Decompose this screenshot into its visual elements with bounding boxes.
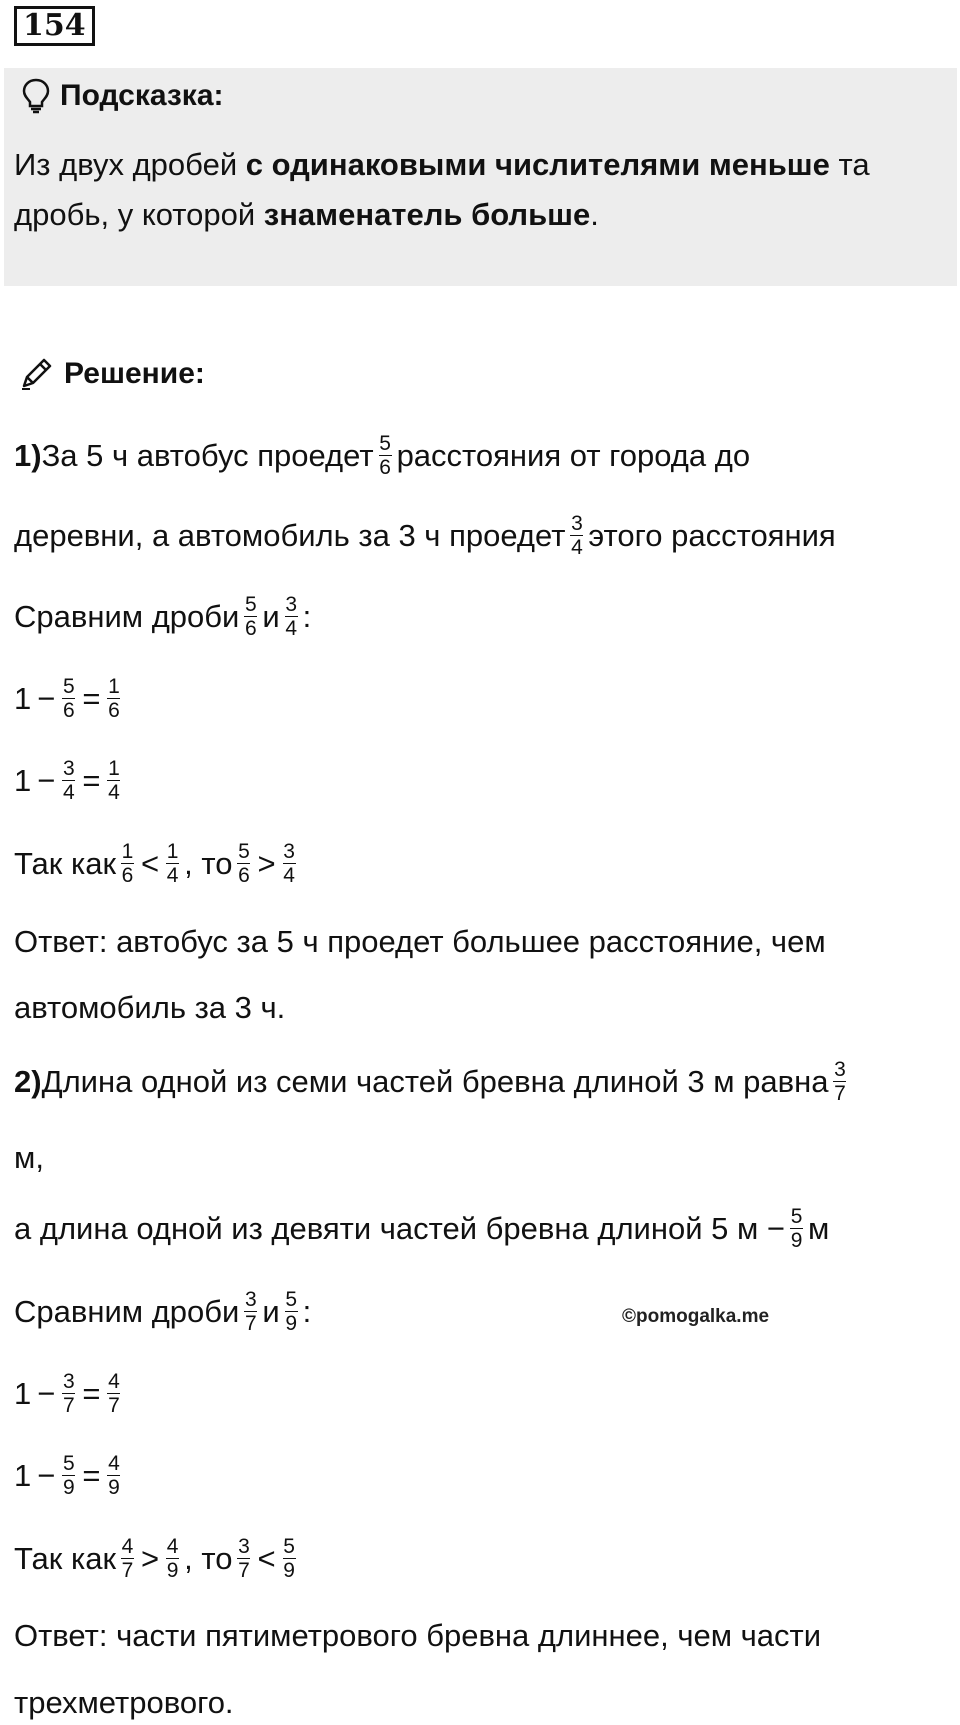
fraction: $\frac{5}{6}$: [379, 432, 391, 479]
p1-conclusion: Так как $\frac{1}{6}$ < $\frac{1}{4}$ , то $\frac{5}{6}$ > $\frac{3}{4}$: [14, 840, 295, 887]
p2-line-1-cont: м,: [14, 1140, 44, 1175]
task-number: 154: [14, 6, 95, 46]
hint-title: Подсказка:: [60, 79, 224, 112]
p2-answer-1: Ответ: части пятиметрового бревна длиннее, чем части: [14, 1618, 822, 1653]
watermark: ©pomogalka.me: [622, 1306, 770, 1327]
p1-answer-1: Ответ: автобус за 5 ч проедет большее расстояние, чем: [14, 924, 826, 959]
hint-header: [22, 78, 224, 114]
p1-answer-2: автомобиль за 3 ч.: [14, 990, 286, 1025]
pencil-icon: [18, 356, 54, 392]
p2-line-2: а длина одной из девяти частей бревна длиной 5 м − $\frac{5}{9}$ м: [14, 1205, 830, 1252]
p1-equation-1: 1 − $\frac{5}{6}$ = $\frac{1}{6}$: [14, 675, 120, 722]
p2-equation-1: 1 − $\frac{3}{7}$ = $\frac{4}{7}$: [14, 1370, 120, 1417]
p2-line-1: 2) Длина одной из семи частей бревна длиной 3 м равна $\frac{3}{7}$: [14, 1058, 846, 1105]
p2-compare: Сравним дроби $\frac{3}{7}$ и $\frac{5}{9}$ :: [14, 1288, 312, 1335]
solution-title: Решение:: [64, 357, 205, 390]
p1-equation-2: 1 − $\frac{3}{4}$ = $\frac{1}{4}$: [14, 757, 120, 804]
p1-line-2: деревни, а автомобиль за 3 ч проедет $\frac{3}{4}$ этого расстояния: [14, 512, 836, 559]
p1-compare: Сравним дроби $\frac{5}{6}$ и $\frac{3}{4}$ :: [14, 593, 312, 640]
fraction: $\frac{3}{4}$: [571, 512, 583, 559]
hint-box: [4, 68, 957, 286]
p1-line-1: 1) За 5 ч автобус проедет $\frac{5}{6}$ расстояния от города до: [14, 432, 751, 479]
p2-answer-2: трехметрового.: [14, 1685, 234, 1720]
p2-conclusion: Так как $\frac{4}{7}$ > $\frac{4}{9}$ , то $\frac{3}{7}$ < $\frac{5}{9}$: [14, 1535, 295, 1582]
solution-header: [18, 356, 205, 392]
hint-text: Из двух дробей с одинаковыми числителями меньше та дробь, у которой знаменатель больше.: [14, 147, 870, 232]
lightbulb-icon: [22, 78, 50, 114]
p2-equation-2: 1 − $\frac{5}{9}$ = $\frac{4}{9}$: [14, 1452, 120, 1499]
